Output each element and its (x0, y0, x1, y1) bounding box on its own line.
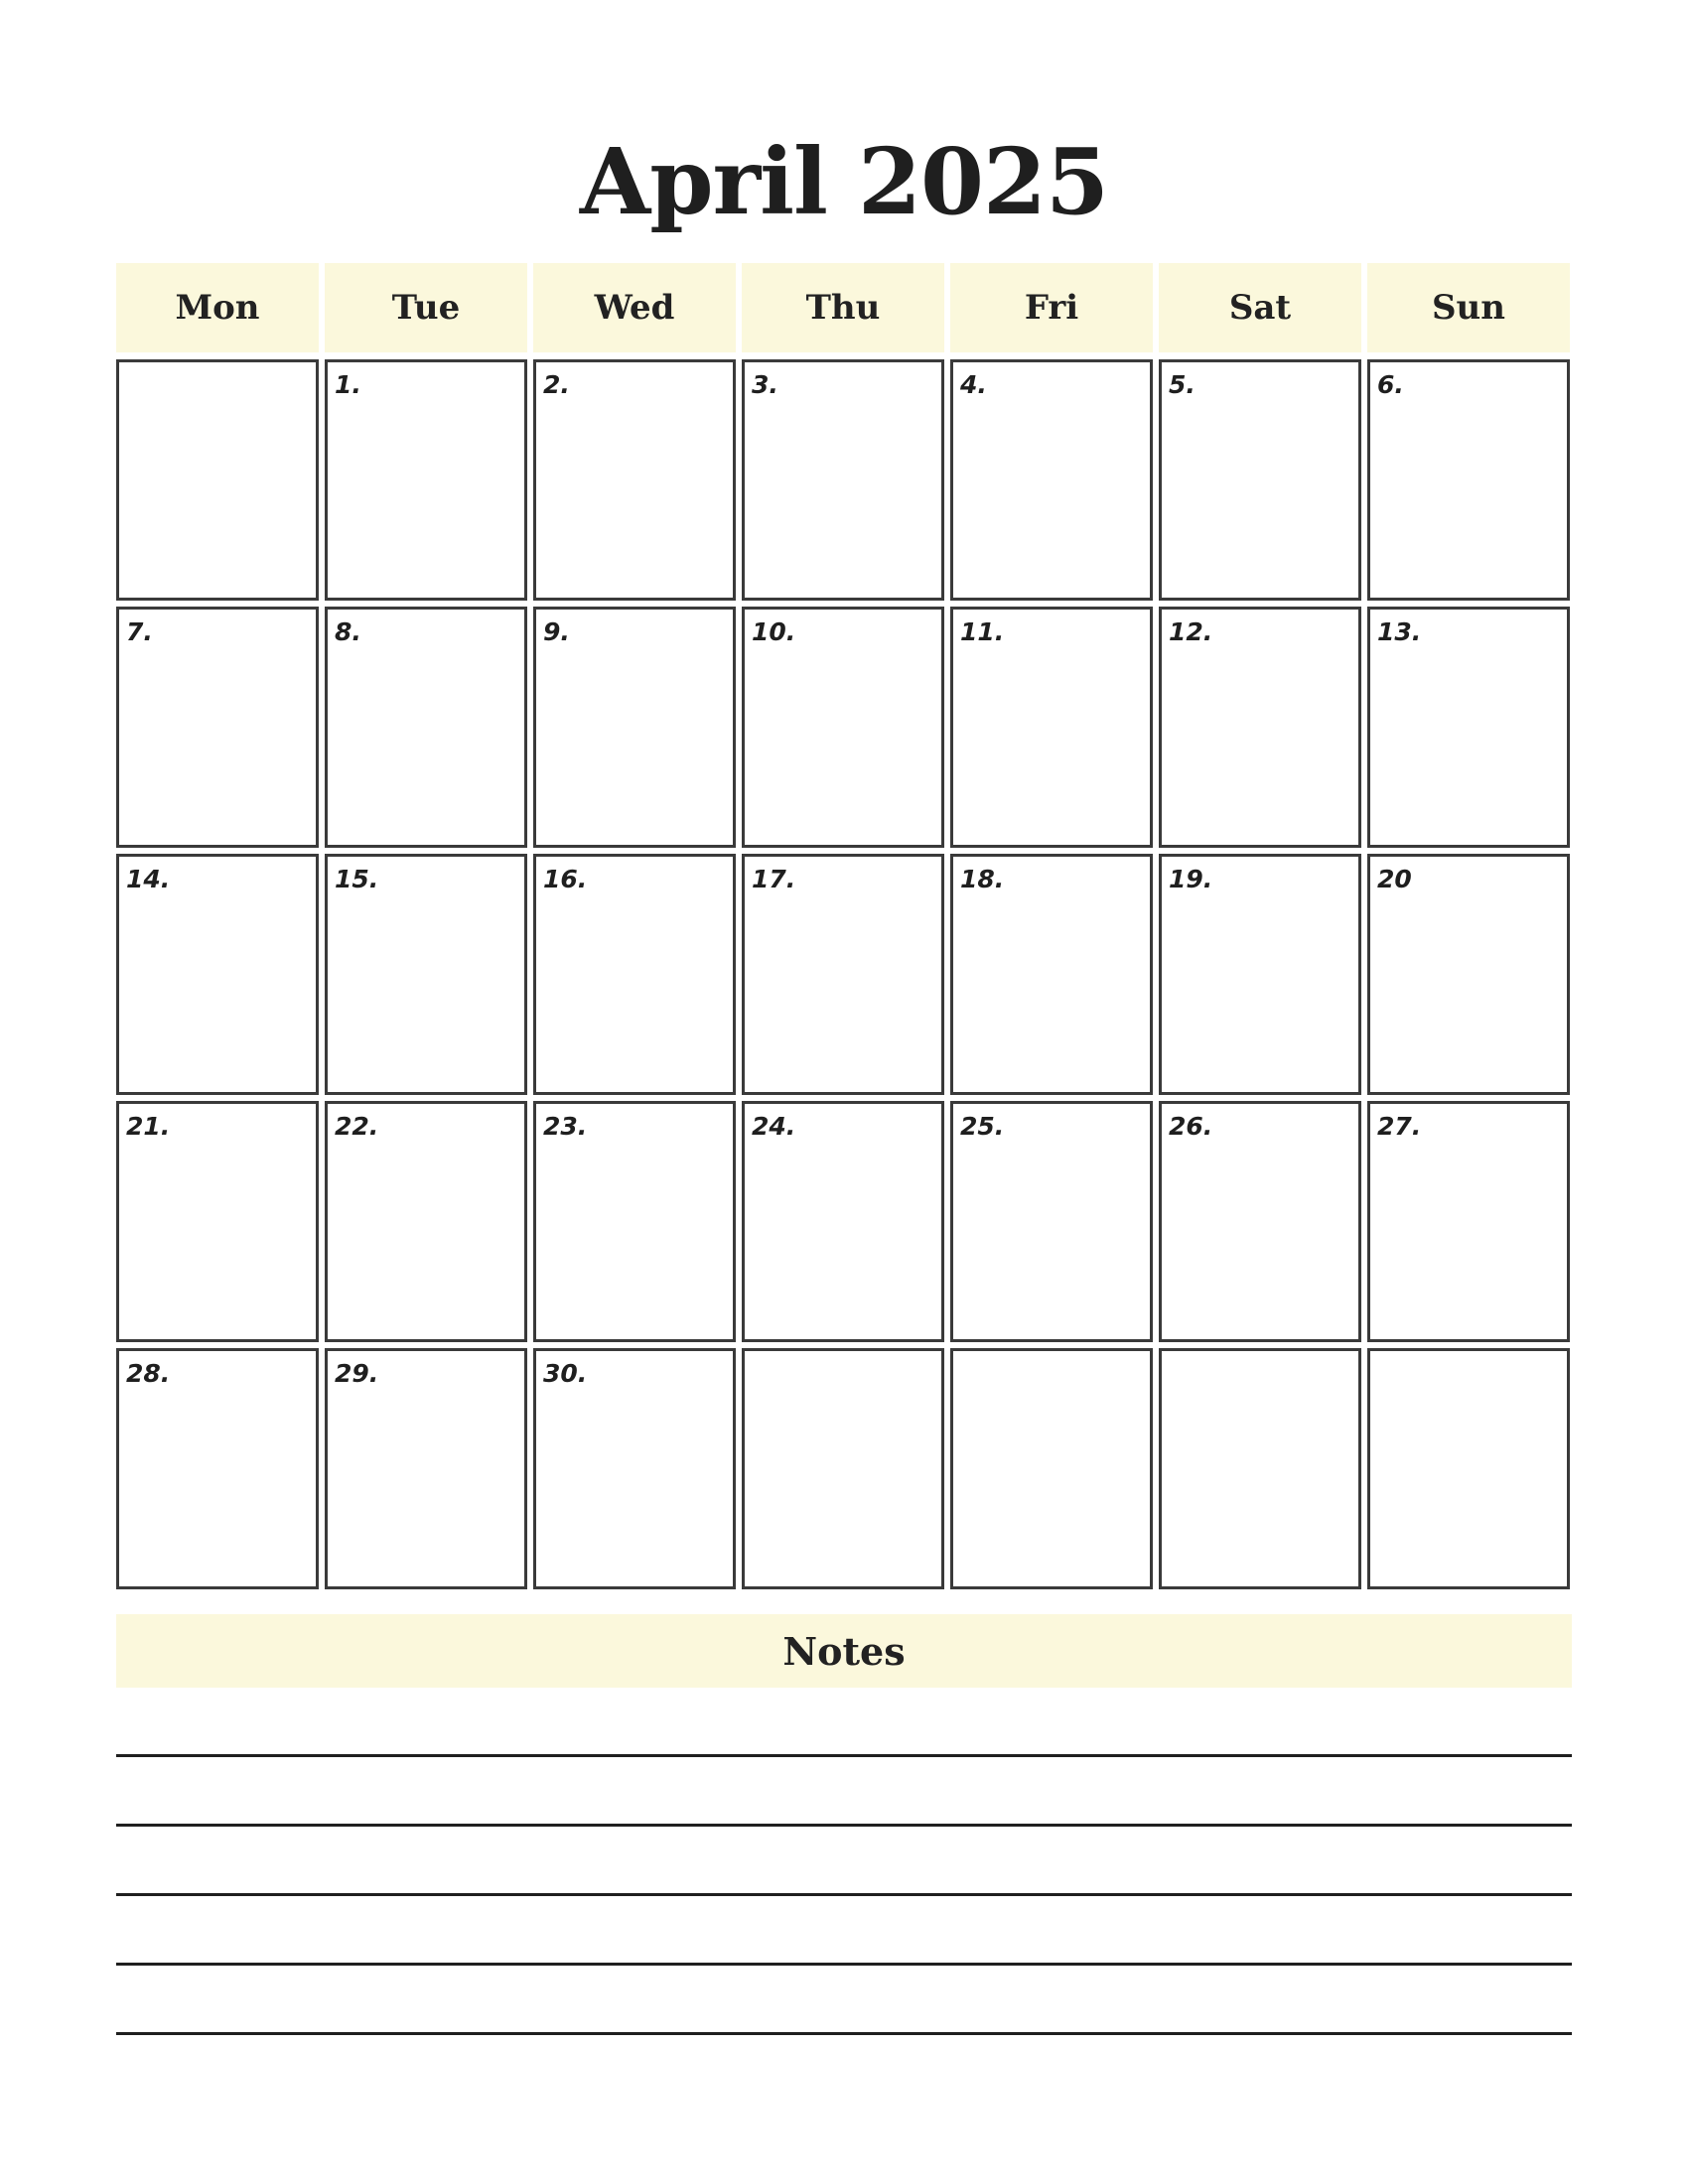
day-cell[interactable] (1367, 359, 1570, 601)
day-number: 8. (335, 617, 361, 646)
day-number: 17. (752, 865, 796, 893)
week-row-4 (116, 1101, 1572, 1342)
day-cell[interactable] (950, 359, 1153, 601)
notes-line[interactable] (116, 1754, 1572, 1757)
notes-header: Notes (116, 1614, 1572, 1688)
day-cell[interactable] (116, 854, 319, 1095)
day-number: 25. (960, 1112, 1005, 1141)
notes-line[interactable] (116, 1893, 1572, 1896)
day-cell[interactable] (950, 1348, 1153, 1589)
day-cell[interactable] (116, 607, 319, 848)
day-cell[interactable] (116, 1348, 319, 1589)
day-cell[interactable] (325, 1101, 527, 1342)
day-number: 6. (1377, 370, 1404, 399)
day-number: 19. (1169, 865, 1213, 893)
day-number: 28. (126, 1359, 171, 1388)
day-number: 18. (960, 865, 1005, 893)
day-number: 20 (1377, 865, 1412, 893)
day-cell[interactable] (742, 1348, 944, 1589)
day-cell[interactable] (950, 1101, 1153, 1342)
day-number: 10. (752, 617, 796, 646)
weekday-header-fri: Fri (950, 263, 1153, 352)
day-cell[interactable] (1367, 1101, 1570, 1342)
day-cell[interactable] (325, 1348, 527, 1589)
day-cell[interactable] (533, 1348, 736, 1589)
weekday-header-sat: Sat (1159, 263, 1361, 352)
day-number: 2. (543, 370, 570, 399)
day-number: 3. (752, 370, 778, 399)
day-number: 11. (960, 617, 1005, 646)
day-cell[interactable] (116, 1101, 319, 1342)
calendar-grid (116, 263, 1572, 1589)
day-cell[interactable] (950, 607, 1153, 848)
weekday-header-wed: Wed (533, 263, 736, 352)
day-number: 7. (126, 617, 153, 646)
day-cell[interactable] (1367, 1348, 1570, 1589)
day-cell[interactable] (533, 854, 736, 1095)
day-number: 21. (126, 1112, 171, 1141)
day-cell[interactable] (742, 359, 944, 601)
day-number: 14. (126, 865, 171, 893)
day-number: 22. (335, 1112, 379, 1141)
day-number: 4. (960, 370, 987, 399)
day-number: 5. (1169, 370, 1196, 399)
day-number: 1. (335, 370, 361, 399)
day-number: 16. (543, 865, 588, 893)
weekday-header-mon: Mon (116, 263, 319, 352)
week-row-1 (116, 359, 1572, 601)
day-number: 27. (1377, 1112, 1422, 1141)
weekday-header-row (116, 263, 1572, 352)
day-cell[interactable] (1159, 854, 1361, 1095)
day-cell[interactable] (116, 359, 319, 601)
day-cell[interactable] (325, 607, 527, 848)
day-cell[interactable] (325, 854, 527, 1095)
calendar-weeks (116, 359, 1572, 1589)
day-number: 30. (543, 1359, 588, 1388)
day-number: 13. (1377, 617, 1422, 646)
day-cell[interactable] (742, 854, 944, 1095)
notes-line[interactable] (116, 1824, 1572, 1827)
weekday-header-thu: Thu (742, 263, 944, 352)
notes-line[interactable] (116, 1963, 1572, 1966)
week-row-5 (116, 1348, 1572, 1589)
day-cell[interactable] (533, 607, 736, 848)
day-cell[interactable] (1159, 1348, 1361, 1589)
day-cell[interactable] (1159, 359, 1361, 601)
page-title: April 2025 (579, 128, 1109, 235)
day-number: 23. (543, 1112, 588, 1141)
week-row-3 (116, 854, 1572, 1095)
weekday-header-sun: Sun (1367, 263, 1570, 352)
day-cell[interactable] (1367, 607, 1570, 848)
day-cell[interactable] (1367, 854, 1570, 1095)
day-cell[interactable] (742, 1101, 944, 1342)
day-number: 12. (1169, 617, 1213, 646)
notes-line[interactable] (116, 2032, 1572, 2035)
day-cell[interactable] (533, 359, 736, 601)
day-number: 9. (543, 617, 570, 646)
day-cell[interactable] (325, 359, 527, 601)
day-number: 15. (335, 865, 379, 893)
weekday-header-tue: Tue (325, 263, 527, 352)
day-number: 29. (335, 1359, 379, 1388)
day-cell[interactable] (950, 854, 1153, 1095)
day-cell[interactable] (533, 1101, 736, 1342)
day-number: 26. (1169, 1112, 1213, 1141)
day-cell[interactable] (1159, 607, 1361, 848)
day-cell[interactable] (742, 607, 944, 848)
week-row-2 (116, 607, 1572, 848)
day-number: 24. (752, 1112, 796, 1141)
day-cell[interactable] (1159, 1101, 1361, 1342)
